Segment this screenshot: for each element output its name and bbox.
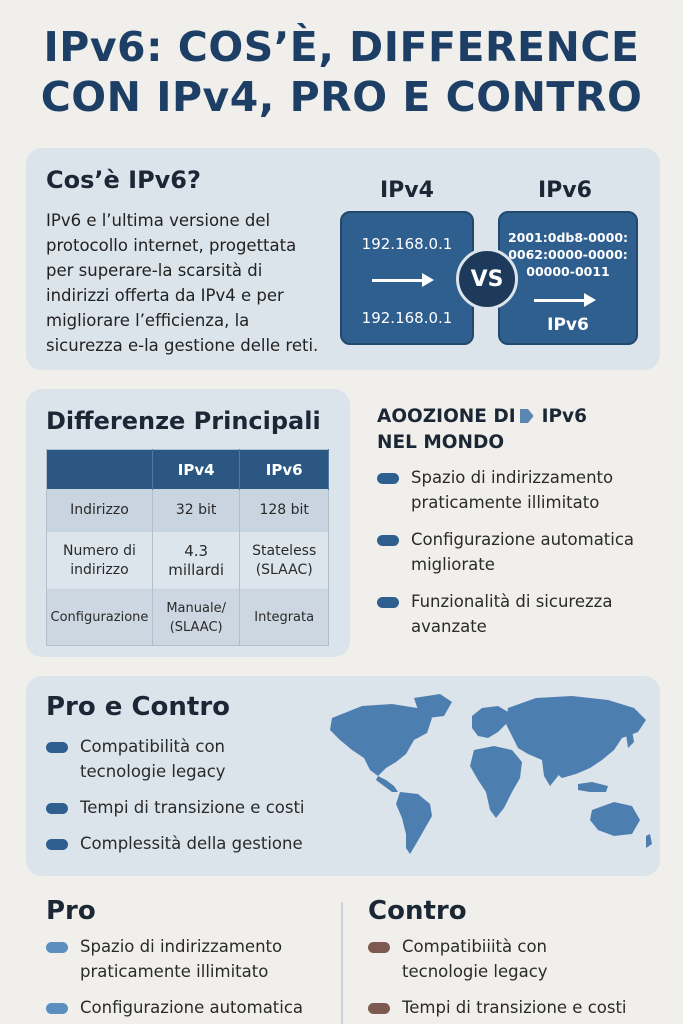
intro-line: migliorare l’efficienza, la bbox=[46, 311, 250, 330]
table-cell: Numero di indirizzo bbox=[47, 532, 153, 590]
table-row bbox=[47, 590, 329, 646]
list-item-line: Compatibiiità con bbox=[402, 937, 548, 956]
contro-list bbox=[368, 934, 627, 1020]
list-item bbox=[46, 795, 305, 820]
table-header bbox=[47, 450, 153, 490]
table-cell: Configurazione bbox=[47, 590, 153, 646]
list-item-line: praticamente illimitato bbox=[80, 962, 269, 981]
bullet-icon bbox=[46, 803, 68, 814]
list-item-line: tecnologie legacy bbox=[80, 762, 226, 781]
bullet-icon bbox=[377, 473, 399, 484]
table-cell: Indirizzo bbox=[47, 490, 153, 532]
bullet-icon bbox=[368, 1003, 390, 1014]
pros-cons-card bbox=[26, 676, 660, 876]
contro-heading: Contro bbox=[368, 896, 467, 926]
ipv4-address-top: 192.168.0.1 bbox=[361, 235, 453, 253]
bullet-icon bbox=[377, 535, 399, 546]
table-row bbox=[47, 490, 329, 532]
table-cell: Stateless (SLAAC) bbox=[240, 532, 329, 590]
title-line-2: CON IPv4, PRO E CONTRO bbox=[40, 73, 643, 121]
arrow-right-icon bbox=[372, 279, 424, 282]
ipv6-address-line: 00000-0011 bbox=[526, 264, 610, 279]
ipv4-address-bottom: 192.168.0.1 bbox=[361, 309, 453, 327]
bullet-icon bbox=[377, 597, 399, 608]
list-item bbox=[368, 995, 627, 1020]
list-item bbox=[46, 831, 305, 856]
table-header: IPv4 bbox=[152, 450, 239, 490]
table-header: IPv6 bbox=[240, 450, 329, 490]
list-item-line: Configurazione automatica bbox=[80, 998, 304, 1017]
intro-line: IPv6 e l’ultima versione del bbox=[46, 211, 271, 230]
intro-line: protocollo internet, progettata bbox=[46, 236, 297, 255]
list-item-line: Complessità della gestione bbox=[80, 834, 303, 853]
table-cell: 4.3 millardi bbox=[152, 532, 239, 590]
bullet-icon bbox=[46, 1003, 68, 1014]
ipv4-label: IPv4 bbox=[380, 178, 434, 203]
ipv6-address-line: 2001:0db8-0000: bbox=[507, 230, 629, 245]
intro-line: per superare-la scarsità di bbox=[46, 261, 263, 280]
pros-cons-heading: Pro e Contro bbox=[46, 692, 231, 722]
intro-description bbox=[46, 208, 346, 358]
list-item bbox=[377, 527, 634, 577]
list-item-line: Compatibilità con bbox=[80, 737, 226, 756]
ipv4-box bbox=[340, 211, 474, 345]
bullet-icon bbox=[46, 942, 68, 953]
ipv6-label: IPv6 bbox=[538, 178, 592, 203]
list-item-line: avanzate bbox=[411, 617, 487, 636]
list-item-line: praticamente illimitato bbox=[411, 493, 600, 512]
list-item-line: Tempi di transizione e costi bbox=[80, 798, 305, 817]
table-header-row bbox=[47, 450, 329, 490]
world-map-icon bbox=[322, 688, 656, 863]
list-item bbox=[377, 589, 634, 639]
page-title bbox=[0, 22, 683, 122]
list-item bbox=[377, 465, 634, 515]
adoption-title bbox=[377, 404, 587, 456]
pro-list bbox=[46, 934, 303, 1020]
ipv6-address-line: 0062:0000-0000: bbox=[508, 247, 628, 262]
list-item bbox=[46, 734, 305, 784]
adoption-list bbox=[377, 465, 634, 639]
table-cell: Integrata bbox=[240, 590, 329, 646]
table-cell: 128 bit bbox=[240, 490, 329, 532]
bullet-icon bbox=[368, 942, 390, 953]
list-item-line: tecnologie legacy bbox=[402, 962, 548, 981]
adoption-title-line-1 bbox=[377, 404, 587, 430]
pro-heading: Pro bbox=[46, 896, 96, 926]
vs-badge: VS bbox=[456, 248, 518, 310]
list-item bbox=[46, 995, 303, 1020]
intro-heading: Cos’è IPv6? bbox=[46, 166, 201, 194]
column-divider bbox=[341, 902, 343, 1024]
list-item-line: Spazio di indirizzamento bbox=[411, 468, 614, 487]
differences-card bbox=[26, 389, 350, 657]
intro-card bbox=[26, 148, 660, 370]
list-item bbox=[368, 934, 627, 984]
differences-heading: Differenze Principali bbox=[46, 407, 321, 435]
intro-line: indirizzi offerta da IPv4 e per bbox=[46, 286, 284, 305]
title-line-1: IPv6: COS’È, DIFFERENCE bbox=[43, 23, 640, 71]
ipv6-address bbox=[500, 229, 636, 280]
tag-arrow-icon bbox=[520, 409, 534, 423]
ipv6-box-label: IPv6 bbox=[547, 315, 589, 335]
adoption-title-part-1: AOOZIONE DI bbox=[377, 406, 516, 427]
list-item-line: Funzionalità di sicurezza bbox=[411, 592, 613, 611]
differences-table bbox=[46, 449, 329, 646]
table-cell: Manuale/ (SLAAC) bbox=[152, 590, 239, 646]
table-cell: 32 bit bbox=[152, 490, 239, 532]
adoption-title-part-2: IPv6 bbox=[541, 406, 587, 427]
adoption-title-line-2: NEL MONDO bbox=[377, 432, 505, 453]
list-item-line: Spazio di indirizzamento bbox=[80, 937, 283, 956]
list-item-line: Tempi di transizione e costi bbox=[402, 998, 627, 1017]
bullet-icon bbox=[46, 839, 68, 850]
list-item-line: migliorate bbox=[411, 555, 495, 574]
table-row bbox=[47, 532, 329, 590]
intro-line: sicurezza e-la gestione delle reti. bbox=[46, 336, 319, 355]
ipv6-box bbox=[498, 211, 638, 345]
list-item-line: Configurazione automatica bbox=[411, 530, 635, 549]
arrow-right-icon bbox=[534, 299, 586, 302]
pros-cons-list bbox=[46, 734, 305, 856]
list-item bbox=[46, 934, 303, 984]
bullet-icon bbox=[46, 742, 68, 753]
